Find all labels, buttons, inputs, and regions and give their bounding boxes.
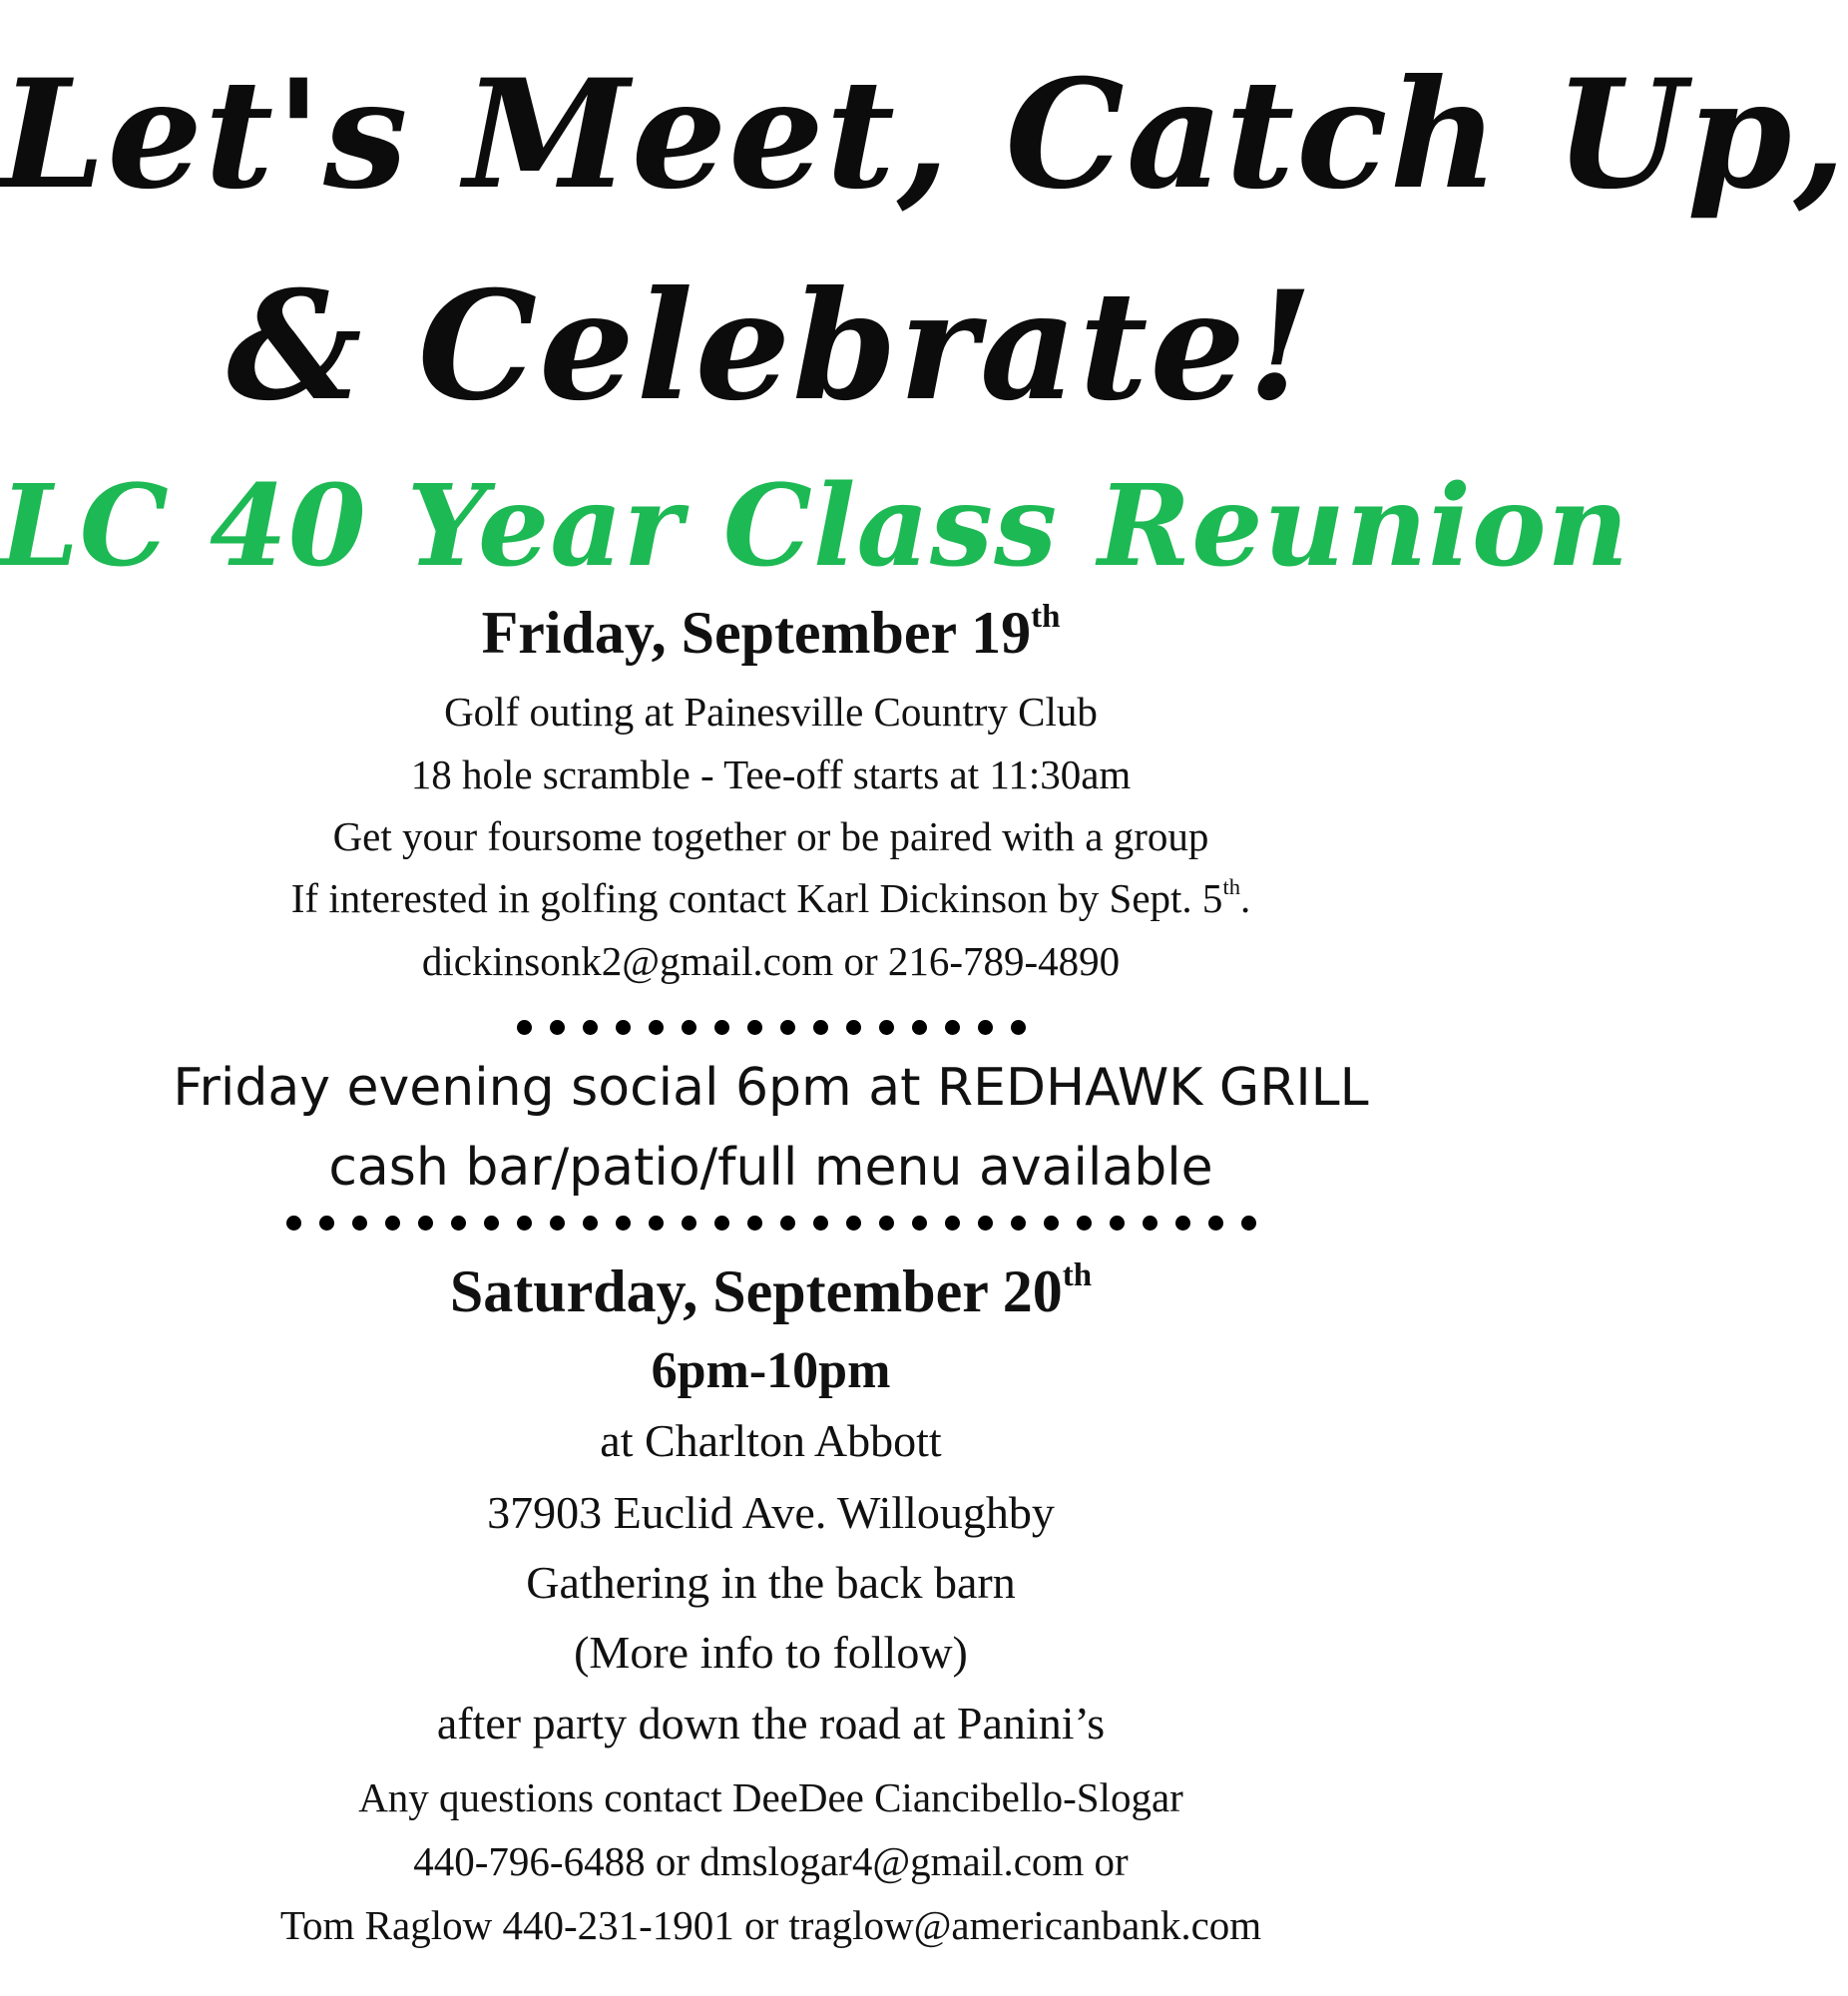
title-line-2: & Celebrate! (227, 258, 1315, 434)
divider-dot (846, 1020, 861, 1035)
divider-dots-short (0, 1020, 1542, 1035)
divider-dot (1011, 1216, 1026, 1231)
divider-dot (286, 1216, 301, 1231)
divider-dot (583, 1216, 598, 1231)
divider-dot (418, 1216, 433, 1231)
divider-dot (583, 1020, 598, 1035)
saturday-time: 6pm-10pm (651, 1342, 891, 1399)
golf-interest-end: . (1239, 875, 1251, 921)
social-detail-line: cash bar/patio/full menu available (328, 1138, 1213, 1198)
divider-dot (780, 1020, 795, 1035)
saturday-heading-text: Saturday, September 20 (449, 1258, 1063, 1324)
saturday-line-3: Gathering in the back barn (526, 1557, 1016, 1608)
divider-dots-long (0, 1216, 1542, 1231)
divider-dot (978, 1216, 993, 1231)
divider-dot (780, 1216, 795, 1231)
divider-dot (484, 1216, 499, 1231)
divider-dot (1077, 1216, 1092, 1231)
divider-dot (945, 1216, 960, 1231)
golf-interest-text: If interested in golfing contact Karl Dickinson by Sept. 5 (290, 875, 1223, 921)
divider-dot (945, 1020, 960, 1035)
saturday-line-2: 37903 Euclid Ave. Willoughby (487, 1487, 1055, 1538)
divider-dot (1044, 1216, 1059, 1231)
divider-dot (912, 1216, 927, 1231)
questions-line-2: 440-796-6488 or dmslogar4@gmail.com or (413, 1838, 1129, 1884)
divider-dot (550, 1216, 565, 1231)
divider-dot (682, 1216, 696, 1231)
golf-contact-line: dickinsonk2@gmail.com or 216-789-4890 (421, 938, 1121, 984)
divider-dot (649, 1216, 664, 1231)
saturday-line-4: (More info to follow) (574, 1627, 968, 1678)
divider-dot (912, 1020, 927, 1035)
divider-dot (747, 1216, 762, 1231)
divider-dot (879, 1216, 894, 1231)
divider-dot (813, 1020, 828, 1035)
divider-dot (714, 1020, 729, 1035)
divider-dot (879, 1020, 894, 1035)
questions-line-3: Tom Raglow 440-231-1901 or traglow@americanbank.com (279, 1902, 1262, 1948)
divider-dot (1110, 1216, 1125, 1231)
divider-dot (319, 1216, 334, 1231)
golf-line-1: Golf outing at Painesville Country Club (444, 689, 1098, 735)
reunion-subtitle: LC 40 Year Class Reunion (0, 461, 1630, 592)
golf-line-2: 18 hole scramble - Tee-off starts at 11:30am (410, 751, 1132, 797)
golf-line-3: Get your foursome together or be paired with a group (332, 813, 1209, 859)
divider-dot (451, 1216, 466, 1231)
saturday-line-1: at Charlton Abbott (600, 1415, 942, 1466)
divider-dot (550, 1020, 565, 1035)
divider-dot (1143, 1216, 1157, 1231)
social-line: Friday evening social 6pm at REDHAWK GRILL (173, 1058, 1369, 1118)
saturday-heading-sup: th (1062, 1257, 1093, 1294)
divider-dot (385, 1216, 400, 1231)
divider-dot (747, 1020, 762, 1035)
divider-dot (714, 1216, 729, 1231)
divider-dot (649, 1020, 664, 1035)
divider-dot (1175, 1216, 1190, 1231)
divider-dot (1208, 1216, 1223, 1231)
friday-heading (0, 597, 1542, 669)
divider-dot (846, 1216, 861, 1231)
divider-dot (352, 1216, 367, 1231)
divider-dot (517, 1216, 532, 1231)
divider-dot (978, 1020, 993, 1035)
title-line-1: Let's Meet, Catch Up, (0, 47, 1848, 223)
saturday-line-5: after party down the road at Panini’s (436, 1698, 1106, 1748)
divider-dot (616, 1216, 631, 1231)
divider-dot (682, 1020, 696, 1035)
questions-line-1: Any questions contact DeeDee Ciancibello-Slogar (358, 1774, 1183, 1820)
friday-heading-text: Friday, September 19 (481, 600, 1032, 666)
divider-dot (813, 1216, 828, 1231)
divider-dot (517, 1020, 532, 1035)
divider-dot (1241, 1216, 1256, 1231)
divider-dot (1011, 1020, 1026, 1035)
divider-dot (616, 1020, 631, 1035)
saturday-heading (0, 1255, 1542, 1327)
friday-heading-sup: th (1031, 599, 1061, 636)
golf-interest-sup: th (1222, 873, 1240, 899)
golf-interest-line (0, 871, 1542, 925)
